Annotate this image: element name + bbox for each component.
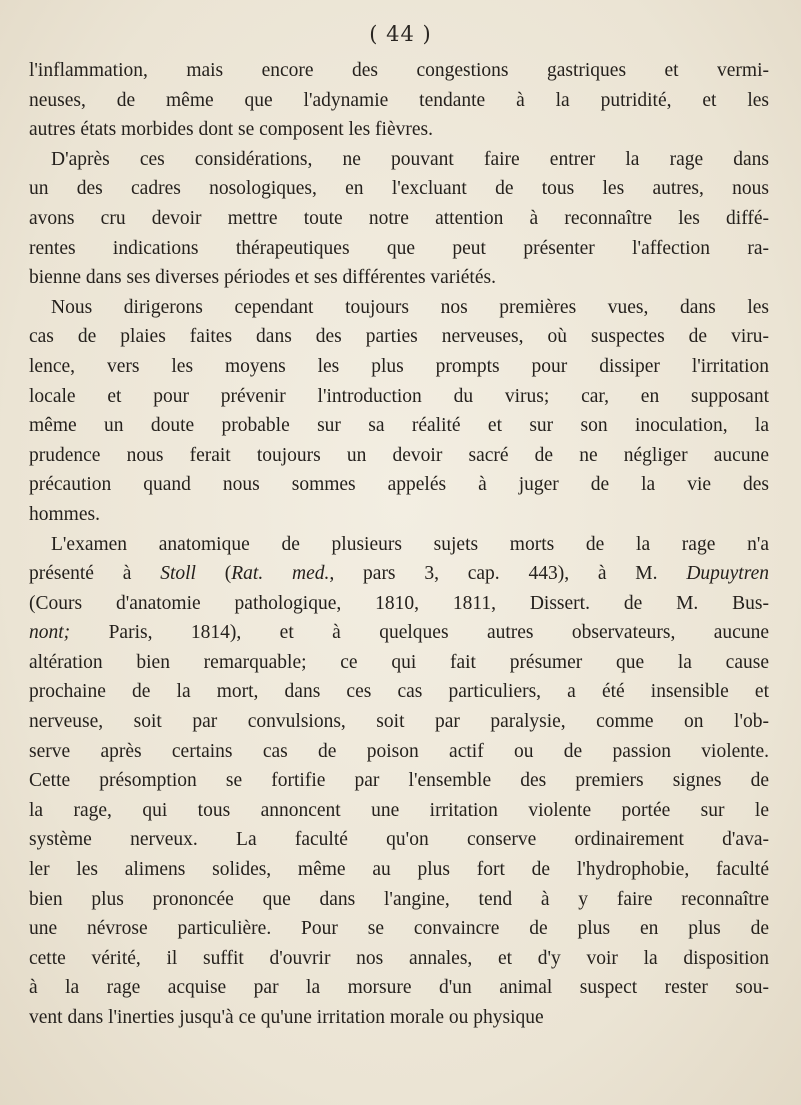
text-line: bien plus prononcée que dans l'angine, tend à y faire reconnaître: [29, 888, 769, 910]
text-line: L'examen anatomique de plusieurs sujets morts de la rage n'a: [51, 533, 769, 555]
text-line: la rage, qui tous annoncent une irritation violente portée sur le: [29, 799, 769, 821]
text-line: Nous dirigerons cependant toujours nos premières vues, dans les: [51, 296, 769, 318]
body-text: [29, 56, 769, 1033]
paragraph-p1: [29, 56, 769, 145]
text-line: avons cru devoir mettre toute notre attention à reconnaître les diffé-: [29, 207, 769, 229]
text-line: hommes.: [29, 503, 100, 525]
text-line: un des cadres nosologiques, en l'excluant de tous les autres, nous: [29, 178, 769, 200]
text-line: autres états morbides dont se composent les fièvres.: [29, 119, 433, 141]
text-line: cas de plaies faites dans des parties nerveuses, où suspectes de viru-: [29, 326, 769, 348]
text-line: cette vérité, il suffit d'ouvrir nos annales, et d'y voir la disposition: [29, 947, 769, 969]
text-line: à la rage acquise par la morsure d'un animal suspect rester sou-: [29, 977, 769, 999]
page-number: ( 44 ): [369, 22, 432, 46]
text-line: altération bien remarquable; ce qui fait présumer que la cause: [29, 651, 769, 673]
text-line: Cette présomption se fortifie par l'ensemble des premiers signes de: [29, 770, 769, 792]
text-line: (Cours d'anatomie pathologique, 1810, 1811, Dissert. de M. Bus-: [29, 592, 769, 614]
text-line: lence, vers les moyens les plus prompts pour dissiper l'irritation: [29, 355, 769, 377]
text-line: serve après certains cas de poison actif ou de passion violente.: [29, 740, 769, 762]
text-line: bienne dans ses diverses périodes et ses différentes variétés.: [29, 267, 496, 289]
text-line: l'inflammation, mais encore des congestions gastriques et vermi-: [29, 60, 769, 81]
text-line: prudence nous ferait toujours un devoir sacré de ne négliger aucune: [29, 444, 769, 466]
paragraph-p2: [29, 145, 769, 293]
text-line: prochaine de la mort, dans ces cas particuliers, a été insensible et: [29, 681, 769, 703]
text-line: neuses, de même que l'adynamie tendante à la putridité, et les: [29, 89, 769, 111]
text-line: même un doute probable sur sa réalité et sur son inoculation, la: [29, 415, 769, 437]
text-line: présenté à Stoll (Rat. med., pars 3, cap. 443), à M. Dupuytren: [29, 563, 769, 585]
paragraph-p3: [29, 293, 769, 530]
text-line: système nerveux. La faculté qu'on conserve ordinairement d'ava-: [29, 829, 769, 851]
text-line: nont; Paris, 1814), et à quelques autres observateurs, aucune: [29, 622, 769, 644]
text-line: locale et pour prévenir l'introduction du virus; car, en supposant: [29, 385, 769, 407]
text-line: nerveuse, soit par convulsions, soit par paralysie, comme on l'ob-: [29, 711, 769, 733]
text-line: vent dans l'inerties jusqu'à ce qu'une irritation morale ou physique: [29, 1007, 544, 1028]
text-line: rentes indications thérapeutiques que peut présenter l'affection ra-: [29, 237, 769, 259]
text-line: ler les alimens solides, même au plus fort de l'hydrophobie, faculté: [29, 859, 769, 881]
text-line: précaution quand nous sommes appelés à juger de la vie des: [29, 474, 769, 496]
paragraph-p4: [29, 530, 769, 1033]
text-line: une névrose particulière. Pour se convaincre de plus en plus de: [29, 918, 769, 940]
text-line: D'après ces considérations, ne pouvant faire entrer la rage dans: [51, 148, 769, 170]
